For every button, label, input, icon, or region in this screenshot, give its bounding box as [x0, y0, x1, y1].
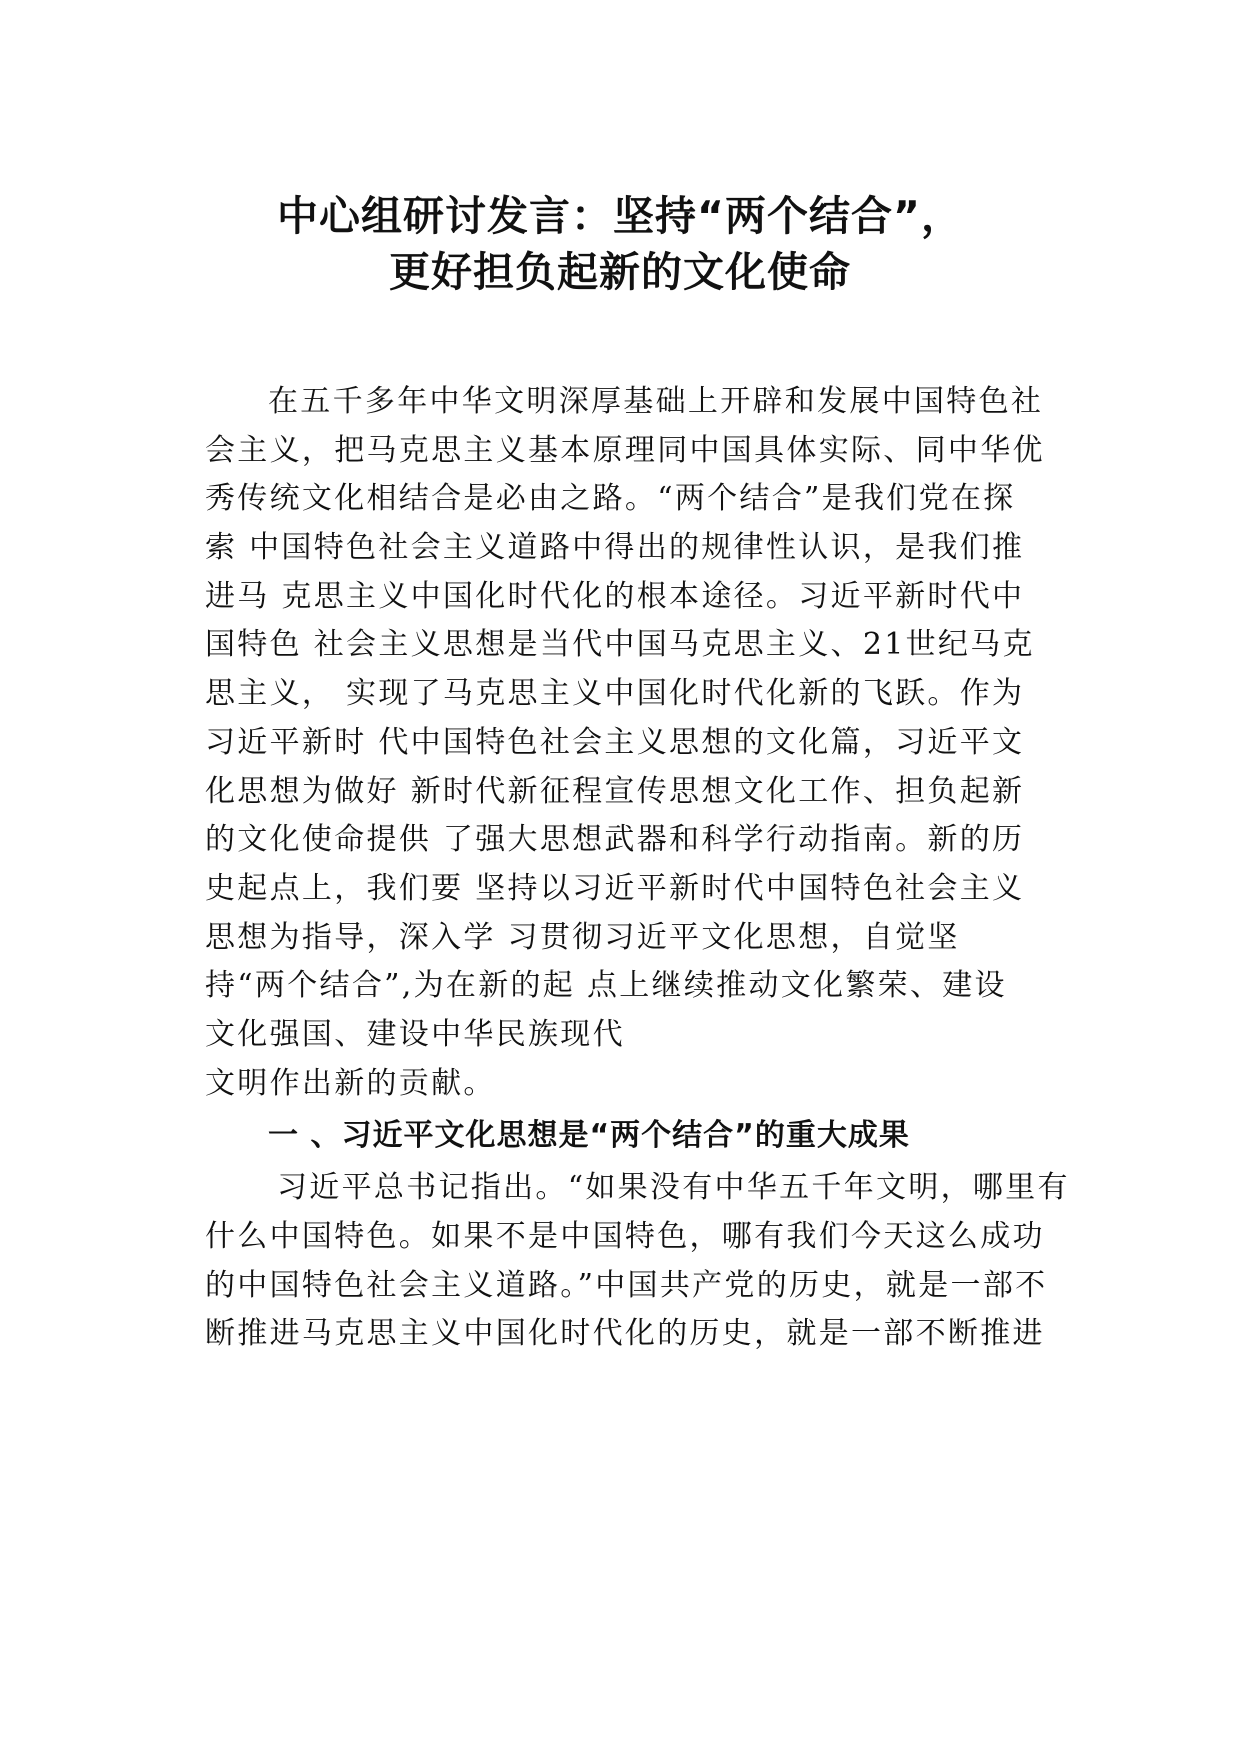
title-line-1: 中心组研讨发言：坚持“两个结合”，	[277, 192, 963, 240]
paragraph-section-1	[205, 1164, 1070, 1359]
text-line: 会主义，把马克思主义基本原理同中国具体实际、同中华优	[205, 432, 1045, 468]
title-line-2: 更好担负起新的文化使命	[389, 248, 851, 296]
text-line: 进马 克思主义中国化时代化的根本途径。习近平新时代中	[205, 578, 1025, 614]
text-line: 索 中国特色社会主义道路中得出的规律性认识，是我们推	[205, 530, 1025, 566]
text-line: 习近平新时 代中国特色社会主义思想的文化篇，习近平文	[205, 724, 1025, 760]
text-line: 文化强国、建设中华民族现代	[205, 1016, 625, 1052]
text-line: 思主义， 实现了马克思主义中国化时代化新的飞跃。作为	[205, 676, 1025, 712]
section-heading: 一 、习近平文化思想是“两个结合”的重大成果	[268, 1118, 910, 1154]
text-line: 在五千多年中华文明深厚基础上开辟和发展中国特色社	[268, 384, 1044, 419]
document-body	[205, 378, 1070, 1359]
paragraph-intro	[205, 378, 1065, 1108]
text-line: 史起点上，我们要 坚持以习近平新时代中国特色社会主义	[205, 870, 1025, 906]
text-line: 断推进马克思主义中国化时代化的历史，就是一部不断推进	[205, 1316, 1045, 1352]
text-line: 的文化使命提供 了强大思想武器和科学行动指南。新的历	[205, 822, 1025, 858]
text-line: 什么中国特色。如果不是中国特色，哪有我们今天这么成功	[205, 1219, 1045, 1254]
text-line: 文明作出新的贡献。	[205, 1065, 496, 1101]
text-line: 国特色 社会主义思想是当代中国马克思主义、21世纪马克	[205, 627, 1035, 663]
document-title	[205, 188, 1035, 300]
text-line: 化思想为做好 新时代新征程宣传思想文化工作、担负起新	[205, 773, 1025, 809]
text-line: 持“两个结合”,为在新的起 点上继续推动文化繁荣、建设	[205, 968, 1007, 1004]
text-line: 的中国特色社会主义道路。”中国共产党的历史，就是一部不	[205, 1267, 1048, 1303]
text-line: 习近平总书记指出。“如果没有中华五千年文明，哪里有	[277, 1170, 1070, 1206]
text-line: 秀传统文化相结合是必由之路。“两个结合”是我们党在探	[205, 481, 1016, 517]
text-line: 思想为指导，深入学 习贯彻习近平文化思想，自觉坚	[205, 919, 960, 955]
